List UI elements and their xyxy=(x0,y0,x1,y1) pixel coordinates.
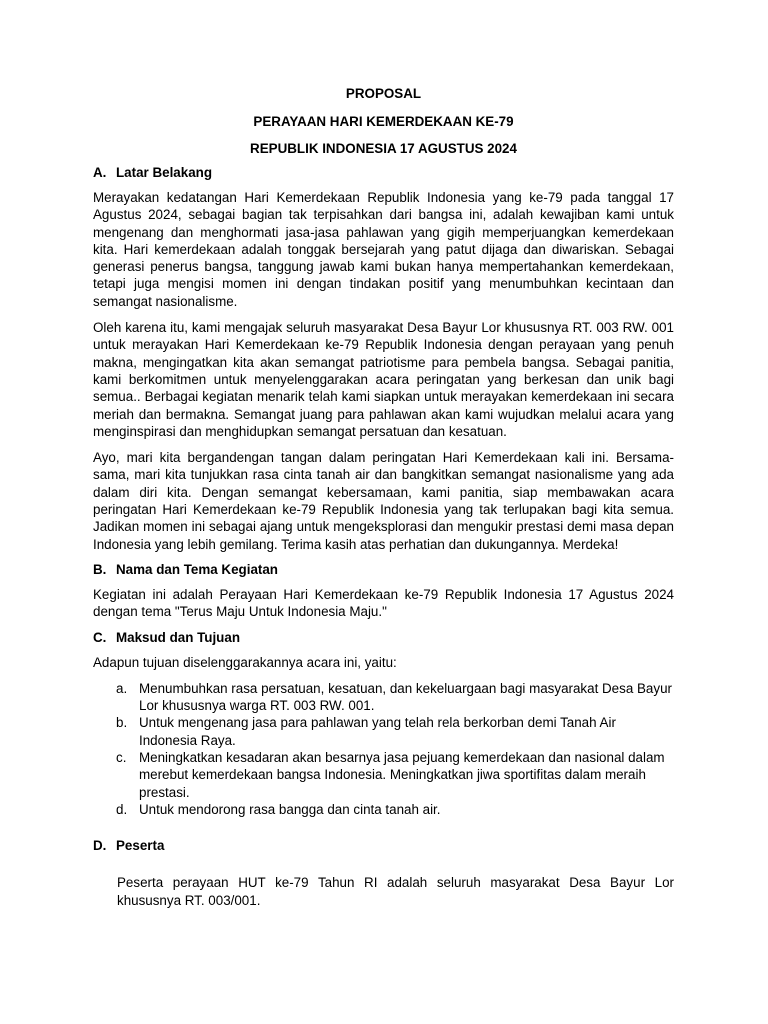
section-a-paragraph-2: Oleh karena itu, kami mengajak seluruh masyarakat Desa Bayur Lor khususnya RT. 003 RW. 001 untuk merayakan Hari Kemerdekaan ke-79 Republik Indonesia dengan perayaan yang penuh makna, mengingatkan kita akan semangat patriotisme para pembela bangsa. Sebagai panitia, kami berkomitmen untuk menyelenggarakan acara peringatan yang berkesan dan unik bagi semua.. Berbagai kegiatan menarik telah kami siapkan untuk merayakan kemerdekaan ini secara meriah dan bermakna. Semangat juang para pahlawan akan kami wujudkan melalui acara yang menginspirasi dan menghidupkan semangat persatuan dan kesatuan. xyxy=(93,320,674,439)
section-d-letter: D. xyxy=(93,838,107,854)
section-c-intro: Adapun tujuan diselenggarakannya acara ini, yaitu: xyxy=(93,654,397,670)
list-item-text: Menumbuhkan rasa persatuan, kesatuan, dan kekeluargaan bagi masyarakat Desa Bayur Lor khususnya warga RT. 003 RW. 001. xyxy=(139,680,672,714)
list-item-text: Untuk mendorong rasa bangga dan cinta tanah air. xyxy=(139,801,441,817)
list-item-text: Untuk mengenang jasa para pahlawan yang telah rela berkorban demi Tanah Air Indonesia Raya. xyxy=(139,715,616,748)
section-c-letter: C. xyxy=(93,629,107,645)
document-body xyxy=(93,86,674,918)
list-item xyxy=(93,714,674,749)
list-item-text: Meningkatkan kesadaran akan besarnya jasa pejuang kemerdekaan dan nasional dalam merebut kemerdekaan bangsa Indonesia. Meningkatkan jiwa sportifitas dalam meraih prestasi. xyxy=(139,750,665,800)
list-item-label: b. xyxy=(116,715,128,731)
section-b-paragraph-1: Kegiatan ini adalah Perayaan Hari Kemerdekaan ke-79 Republik Indonesia 17 Agustus 2024 dengan tema "Terus Maju Untuk Indonesia Maju." xyxy=(93,586,674,620)
list-item-label: c. xyxy=(116,750,127,766)
list-item-label: a. xyxy=(116,680,128,696)
section-spacer xyxy=(93,824,674,838)
document-title: PROPOSAL xyxy=(345,86,422,101)
section-a-heading xyxy=(93,165,674,181)
section-b-title: Nama dan Tema Kegiatan xyxy=(116,561,278,577)
section-c-title: Maksud dan Tujuan xyxy=(116,629,240,645)
document-subtitle: PERAYAAN HARI KEMERDEKAAN KE-79 xyxy=(253,114,514,129)
list-item xyxy=(93,801,674,818)
section-a-letter: A. xyxy=(93,165,107,180)
section-b-letter: B. xyxy=(93,561,107,577)
section-a-title: Latar Belakang xyxy=(116,165,213,180)
document-subtitle-date: REPUBLIK INDONESIA 17 AGUSTUS 2024 xyxy=(250,141,517,156)
section-c-heading xyxy=(93,630,674,646)
section-d-title: Peserta xyxy=(116,838,165,854)
section-b-heading xyxy=(93,562,674,578)
objectives-list xyxy=(93,680,674,818)
list-item-label: d. xyxy=(116,801,128,817)
section-d-paragraph-1: Peserta perayaan HUT ke-79 Tahun RI adalah seluruh masyarakat Desa Bayur Lor khususnya RT. 003/001. xyxy=(117,875,674,908)
list-item xyxy=(93,680,674,715)
list-item xyxy=(93,749,674,801)
section-a-paragraph-1: Merayakan kedatangan Hari Kemerdekaan Republik Indonesia yang ke-79 pada tanggal 17 Agustus 2024, sebagai bagian tak terpisahkan dari bangsa ini, adalah kewajiban kami untuk mengenang dan menghormati jasa-jasa pahlawan yang gigih memperjuangkan kemerdekaan kita. Hari kemerdekaan adalah tonggak bersejarah yang patut dijaga dan diwariskan. Sebagai generasi penerus bangsa, tanggung jawab kami bukan hanya mempertahankan kemerdekaan, tetapi juga mengisi momen ini dengan tindakan positif yang menumbuhkan kecintaan dan semangat nasionalisme. xyxy=(93,190,674,309)
section-a-paragraph-3: Ayo, mari kita bergandengan tangan dalam peringatan Hari Kemerdekaan kali ini. Bersama-sama, mari kita tunjukkan rasa cinta tanah air dan bangkitkan semangat nasionalisme yang ada dalam diri kita. Dengan semangat kebersamaan, kami panitia, siap membawakan acara peringatan Hari Kemerdekaan ke-79 Republik Indonesia yang tak terlupakan bagi kita semua. Jadikan momen ini sebagai ajang untuk mengeksplorasi dan mengukir prestasi demi masa depan Indonesia yang lebih gemilang. Terima kasih atas perhatian dan dukungannya. Merdeka! xyxy=(93,450,674,552)
section-d-heading xyxy=(93,838,674,854)
